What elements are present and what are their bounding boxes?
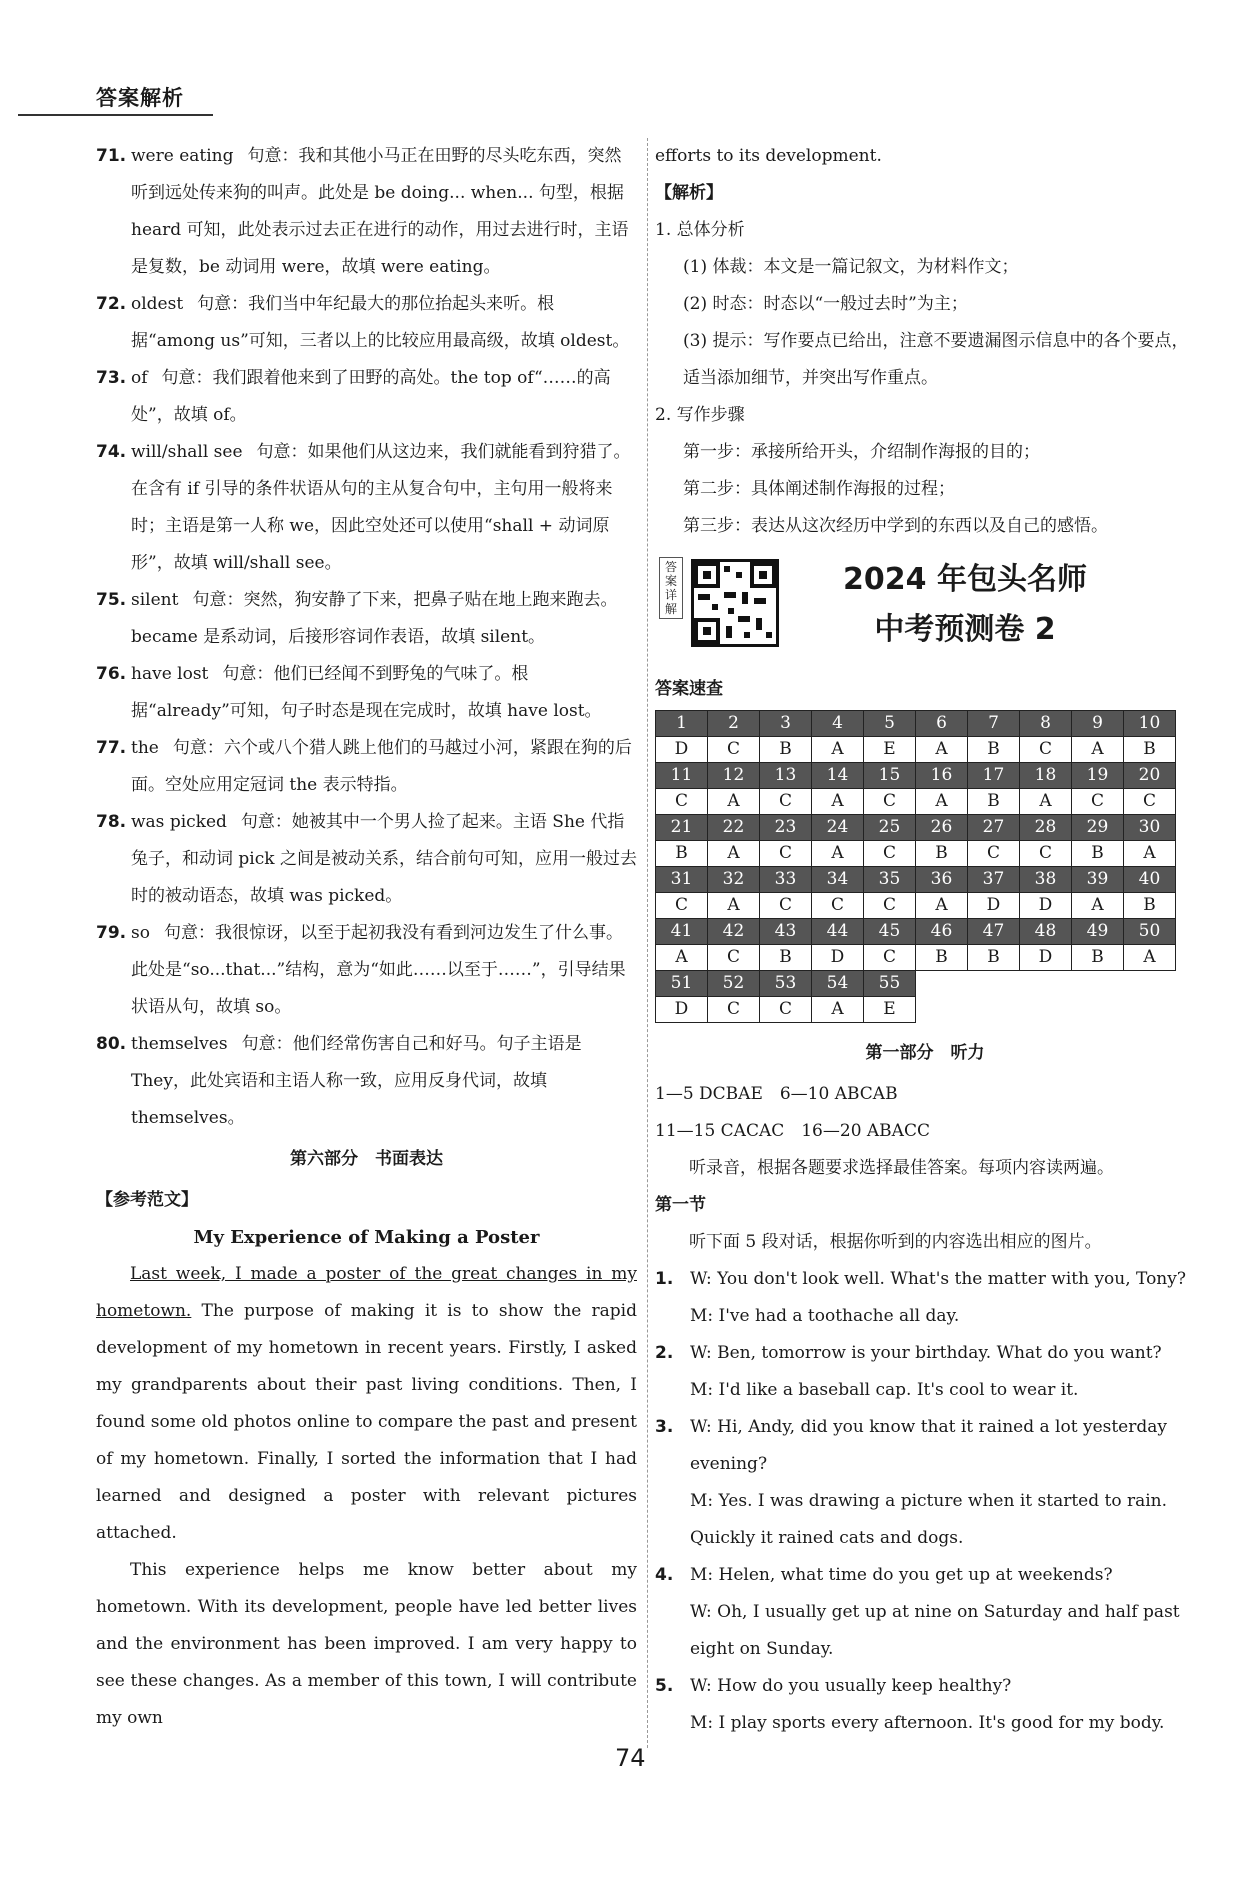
dialogue-item bbox=[655, 1261, 1195, 1335]
item-answer: will/shall see bbox=[131, 442, 243, 462]
answer-key-answer: E bbox=[864, 737, 916, 763]
answer-key-number: 25 bbox=[864, 815, 916, 841]
answer-key-number: 31 bbox=[656, 867, 708, 893]
qr-code-icon[interactable] bbox=[691, 559, 779, 647]
item-explanation: 句意：她被其中一个男人捡了起来。主语 She 代指兔子，和动词 pick 之间是被动关系，结合前句可知，应用一般过去时的被动语态，故填 was picked。 bbox=[131, 812, 637, 906]
answer-key-number: 17 bbox=[968, 763, 1020, 789]
answer-key-answer: C bbox=[1072, 789, 1124, 815]
answer-item bbox=[96, 656, 637, 730]
answer-key-number: 21 bbox=[656, 815, 708, 841]
answer-key-answer: A bbox=[916, 737, 968, 763]
answer-key-number: 24 bbox=[812, 815, 864, 841]
answer-key-answer: C bbox=[760, 841, 812, 867]
answer-key-answer: B bbox=[1072, 841, 1124, 867]
header-rule bbox=[18, 114, 213, 116]
dialogue-line: M: Helen, what time do you get up at weekends? bbox=[690, 1565, 1113, 1585]
answer-key-answer: A bbox=[916, 893, 968, 919]
item-explanation: 句意：他们已经闻不到野兔的气味了。根据“already”可知，句子时态是现在完成时，故填 have lost。 bbox=[131, 664, 602, 721]
answer-key-number: 55 bbox=[864, 971, 916, 997]
answer-key-answer-row bbox=[656, 789, 1176, 815]
answer-key-answer: A bbox=[1020, 789, 1072, 815]
answer-key-answer: D bbox=[968, 893, 1020, 919]
answer-key-answer-row bbox=[656, 997, 1176, 1023]
answer-key-answer: C bbox=[864, 893, 916, 919]
dialogue-number: 4. bbox=[655, 1565, 674, 1585]
answer-key-answer: A bbox=[1124, 945, 1176, 971]
dialogue-line: M: I play sports every afternoon. It's good for my body. bbox=[690, 1713, 1165, 1733]
answer-key-answer: B bbox=[968, 945, 1020, 971]
answer-key-number: 4 bbox=[812, 711, 864, 737]
answer-key-answer: D bbox=[812, 945, 864, 971]
answer-key-number: 7 bbox=[968, 711, 1020, 737]
listening-answers-2: 11—15 CACAC 16—20 ABACC bbox=[655, 1121, 930, 1141]
answer-key-number: 27 bbox=[968, 815, 1020, 841]
answer-key-answer: B bbox=[760, 737, 812, 763]
answer-key-number: 29 bbox=[1072, 815, 1124, 841]
section1-intro: 听下面 5 段对话，根据你听到的内容选出相应的图片。 bbox=[689, 1232, 1102, 1252]
answer-key-answer: B bbox=[1124, 737, 1176, 763]
answer-key-number: 46 bbox=[916, 919, 968, 945]
answer-item bbox=[96, 286, 637, 360]
answer-key-answer: B bbox=[968, 789, 1020, 815]
answer-key-answer-row bbox=[656, 841, 1176, 867]
dialogue-line: M: Yes. I was drawing a picture when it started to rain. Quickly it rained cats and dogs. bbox=[690, 1491, 1168, 1548]
dialogue-number: 1. bbox=[655, 1269, 674, 1289]
dialogue-item bbox=[655, 1409, 1195, 1557]
dialogue-line: W: Ben, tomorrow is your birthday. What do you want? bbox=[690, 1343, 1162, 1363]
answer-key-answer: C bbox=[760, 893, 812, 919]
item-explanation: 句意：我们当中年纪最大的那位抬起头来听。根据“among us”可知，三者以上的比较应用最高级，故填 oldest。 bbox=[131, 294, 630, 351]
answer-key-number: 16 bbox=[916, 763, 968, 789]
answer-key-number: 39 bbox=[1072, 867, 1124, 893]
answer-key-number: 50 bbox=[1124, 919, 1176, 945]
answer-key-number-row bbox=[656, 711, 1176, 737]
answer-key-answer: B bbox=[1124, 893, 1176, 919]
answer-key-number: 15 bbox=[864, 763, 916, 789]
answer-key-answer: E bbox=[864, 997, 916, 1023]
answer-item bbox=[96, 434, 637, 582]
answer-key-number: 22 bbox=[708, 815, 760, 841]
item-explanation: 句意：突然，狗安静了下来，把鼻子贴在地上跑来跑去。became 是系动词，后接形容词作表语，故填 silent。 bbox=[131, 590, 618, 647]
answer-key-answer-row bbox=[656, 737, 1176, 763]
essay-opening-underlined: Last week, I made a poster of the great changes in my hometown. bbox=[96, 1264, 637, 1321]
answer-key-number: 3 bbox=[760, 711, 812, 737]
dialogue-line: W: Hi, Andy, did you know that it rained a lot yesterday evening? bbox=[690, 1417, 1167, 1474]
item-answer: was picked bbox=[131, 812, 227, 832]
answer-key-answer: D bbox=[656, 997, 708, 1023]
answer-key-number: 48 bbox=[1020, 919, 1072, 945]
essay-paragraph-2: This experience helps me know better about my hometown. With its development, people have led better lives and the environment has been improved. I am very happy to see these changes. As a member of this town, I will contribute my own bbox=[96, 1560, 637, 1728]
answer-item bbox=[96, 804, 637, 915]
answer-key-answer: B bbox=[916, 945, 968, 971]
answer-key-answer: C bbox=[864, 841, 916, 867]
answer-key-answer: B bbox=[916, 841, 968, 867]
analysis-2-list bbox=[655, 434, 1195, 545]
answer-item bbox=[96, 915, 637, 1026]
answer-key-number: 26 bbox=[916, 815, 968, 841]
answer-key-answer: D bbox=[656, 737, 708, 763]
answer-key-table bbox=[655, 710, 1176, 1023]
answer-key-answer: A bbox=[812, 997, 864, 1023]
answer-key-number-row bbox=[656, 919, 1176, 945]
column-divider bbox=[647, 138, 648, 1748]
dialogue-list bbox=[655, 1261, 1195, 1742]
section6-title: 第六部分 书面表达 bbox=[290, 1149, 443, 1169]
answer-key-number: 19 bbox=[1072, 763, 1124, 789]
answer-key-number: 37 bbox=[968, 867, 1020, 893]
answer-key-answer: C bbox=[656, 789, 708, 815]
model-essay-label: 【参考范文】 bbox=[96, 1190, 198, 1210]
dialogue-line: W: Oh, I usually get up at nine on Saturday and half past eight on Sunday. bbox=[690, 1602, 1180, 1659]
answer-key-label: 答案速查 bbox=[655, 679, 723, 699]
answer-key-number: 1 bbox=[656, 711, 708, 737]
exam-title-line1: 2024 年包头名师 bbox=[843, 562, 1087, 597]
item-explanation: 句意：我们跟着他来到了田野的高处。the top of“……的高处”，故填 of。 bbox=[131, 368, 611, 425]
analysis-2-title: 2. 写作步骤 bbox=[655, 405, 745, 425]
answer-key-answer: A bbox=[708, 789, 760, 815]
answer-key-number: 13 bbox=[760, 763, 812, 789]
dialogue-number: 2. bbox=[655, 1343, 674, 1363]
item-answer: have lost bbox=[131, 664, 209, 684]
item-number: 76. bbox=[96, 664, 127, 684]
answer-key-number: 38 bbox=[1020, 867, 1072, 893]
answer-key-number: 28 bbox=[1020, 815, 1072, 841]
answer-key-number-row bbox=[656, 971, 1176, 997]
page-number: 74 bbox=[615, 1744, 646, 1772]
item-answer: themselves bbox=[131, 1034, 228, 1054]
dialogue-item bbox=[655, 1668, 1195, 1742]
answer-key-answer: A bbox=[812, 841, 864, 867]
answer-key-answer: A bbox=[812, 737, 864, 763]
answer-key-answer: C bbox=[760, 789, 812, 815]
answer-key-answer: A bbox=[1072, 737, 1124, 763]
analysis-item: 第三步：表达从这次经历中学到的东西以及自己的感悟。 bbox=[683, 516, 1108, 536]
answer-key-number: 53 bbox=[760, 971, 812, 997]
answer-key-answer: A bbox=[1124, 841, 1176, 867]
answer-key-number: 12 bbox=[708, 763, 760, 789]
dialogue-item bbox=[655, 1557, 1195, 1668]
item-number: 78. bbox=[96, 812, 127, 832]
answer-key-number: 10 bbox=[1124, 711, 1176, 737]
answer-key-number: 34 bbox=[812, 867, 864, 893]
dialogue-number: 3. bbox=[655, 1417, 674, 1437]
exam-header bbox=[655, 551, 1195, 661]
part1-title: 第一部分 听力 bbox=[865, 1043, 985, 1063]
page-header-title: 答案解析 bbox=[96, 86, 184, 110]
item-explanation: 句意：六个或八个猎人跳上他们的马越过小河，紧跟在狗的后面。空处应用定冠词 the 表示特指。 bbox=[131, 738, 632, 795]
answer-item bbox=[96, 1026, 637, 1137]
answer-key-answer: C bbox=[1124, 789, 1176, 815]
item-number: 74. bbox=[96, 442, 127, 462]
answer-item bbox=[96, 138, 637, 286]
answer-key-number: 40 bbox=[1124, 867, 1176, 893]
item-answer: so bbox=[131, 923, 150, 943]
answer-key-answer: D bbox=[1020, 893, 1072, 919]
left-column bbox=[96, 138, 637, 1737]
dialogue-number: 5. bbox=[655, 1676, 674, 1696]
item-number: 73. bbox=[96, 368, 127, 388]
answer-key-number: 2 bbox=[708, 711, 760, 737]
right-column bbox=[655, 138, 1195, 1742]
item-explanation: 句意：他们经常伤害自己和好马。句子主语是 They，此处宾语和主语人称一致，应用反身代词，故填 themselves。 bbox=[131, 1034, 582, 1128]
answer-key-number: 20 bbox=[1124, 763, 1176, 789]
answer-key-answer: C bbox=[656, 893, 708, 919]
answer-key-answer-row bbox=[656, 945, 1176, 971]
essay-title: My Experience of Making a Poster bbox=[193, 1227, 540, 1248]
answer-key-number-row bbox=[656, 815, 1176, 841]
answer-key-answer: A bbox=[656, 945, 708, 971]
analysis-1-list bbox=[655, 249, 1195, 397]
answer-item bbox=[96, 582, 637, 656]
analysis-item: (1) 体裁：本文是一篇记叙文，为材料作文； bbox=[683, 257, 1019, 277]
dialogue-line: W: How do you usually keep healthy? bbox=[690, 1676, 1012, 1696]
answer-key-number: 49 bbox=[1072, 919, 1124, 945]
answer-key-number: 6 bbox=[916, 711, 968, 737]
answer-key-answer-row bbox=[656, 893, 1176, 919]
section1-label: 第一节 bbox=[655, 1195, 706, 1215]
essay-p1-rest: The purpose of making it is to show the rapid development of my hometown in recent years. Firstly, I asked my grandparents about their past living conditions. Then, I found some old photos online to compare the past and present of my hometown. Finally, I sorted the information that I had learned and designed a poster with relevant pictures attached. bbox=[96, 1301, 637, 1543]
item-explanation: 句意：我和其他小马正在田野的尽头吃东西，突然听到远处传来狗的叫声。此处是 be doing... when... 句型，根据 heard 可知，此处表示过去正在进行的动作，用过去进行时，主语是复数，be 动词用 were，故填 were eating。 bbox=[131, 146, 629, 277]
dialogue-item bbox=[655, 1335, 1195, 1409]
item-number: 75. bbox=[96, 590, 127, 610]
answer-key-answer: A bbox=[812, 789, 864, 815]
item-number: 80. bbox=[96, 1034, 127, 1054]
answer-key-number: 9 bbox=[1072, 711, 1124, 737]
analysis-item: (2) 时态：时态以“一般过去时”为主； bbox=[683, 294, 968, 314]
answer-key-answer: A bbox=[916, 789, 968, 815]
answer-key-number: 18 bbox=[1020, 763, 1072, 789]
answer-key-answer: B bbox=[968, 737, 1020, 763]
answer-key-number: 33 bbox=[760, 867, 812, 893]
analysis-1-title: 1. 总体分析 bbox=[655, 220, 745, 240]
answer-key-number: 43 bbox=[760, 919, 812, 945]
answer-key-number: 36 bbox=[916, 867, 968, 893]
answer-items bbox=[96, 138, 637, 1137]
answer-key-number: 47 bbox=[968, 919, 1020, 945]
listening-intro: 听录音，根据各题要求选择最佳答案。每项内容读两遍。 bbox=[689, 1158, 1114, 1178]
answer-key-answer: D bbox=[1020, 945, 1072, 971]
answer-key-number: 42 bbox=[708, 919, 760, 945]
item-number: 79. bbox=[96, 923, 127, 943]
item-answer: were eating bbox=[131, 146, 234, 166]
answer-key-number-row bbox=[656, 867, 1176, 893]
item-answer: silent bbox=[131, 590, 179, 610]
answer-key-number: 32 bbox=[708, 867, 760, 893]
answer-item bbox=[96, 360, 637, 434]
answer-key-answer: B bbox=[760, 945, 812, 971]
answer-key-number: 52 bbox=[708, 971, 760, 997]
dialogue-line: M: I've had a toothache all day. bbox=[690, 1306, 960, 1326]
answer-key-answer: A bbox=[708, 841, 760, 867]
answer-key-answer: C bbox=[760, 997, 812, 1023]
answer-key-answer: C bbox=[708, 737, 760, 763]
answer-key-answer: B bbox=[656, 841, 708, 867]
item-answer: of bbox=[131, 368, 148, 388]
analysis-label: 【解析】 bbox=[655, 183, 723, 203]
answer-key-number: 35 bbox=[864, 867, 916, 893]
answer-key-answer: C bbox=[708, 997, 760, 1023]
answer-key-number: 8 bbox=[1020, 711, 1072, 737]
analysis-item: (3) 提示：写作要点已给出，注意不要遗漏图示信息中的各个要点，适当添加细节，并突出写作重点。 bbox=[683, 331, 1189, 388]
item-number: 72. bbox=[96, 294, 127, 314]
answer-key-number: 14 bbox=[812, 763, 864, 789]
answer-key-number: 5 bbox=[864, 711, 916, 737]
answer-key-number: 23 bbox=[760, 815, 812, 841]
item-explanation: 句意：我很惊讶，以至于起初我没有看到河边发生了什么事。此处是“so...that...”结构，意为“如此……以至于……”，引导结果状语从句，故填 so。 bbox=[131, 923, 626, 1017]
item-answer: oldest bbox=[131, 294, 184, 314]
item-answer: the bbox=[131, 738, 159, 758]
answer-key-answer: B bbox=[1072, 945, 1124, 971]
answer-key-answer: C bbox=[968, 841, 1020, 867]
item-number: 77. bbox=[96, 738, 127, 758]
essay-paragraph-1 bbox=[96, 1256, 637, 1552]
exam-title-line2: 中考预测卷 2 bbox=[874, 612, 1056, 647]
listening-answers-1: 1—5 DCBAE 6—10 ABCAB bbox=[655, 1084, 898, 1104]
answer-item bbox=[96, 730, 637, 804]
answer-key-answer: C bbox=[864, 789, 916, 815]
answer-key-number: 54 bbox=[812, 971, 864, 997]
answer-key-answer: C bbox=[1020, 841, 1072, 867]
answer-key-number: 51 bbox=[656, 971, 708, 997]
answer-key-number: 45 bbox=[864, 919, 916, 945]
answer-key-answer: C bbox=[1020, 737, 1072, 763]
answer-key-answer: C bbox=[864, 945, 916, 971]
item-number: 71. bbox=[96, 146, 127, 166]
answer-key-number: 41 bbox=[656, 919, 708, 945]
essay-end: efforts to its development. bbox=[655, 146, 882, 166]
answer-key-number: 30 bbox=[1124, 815, 1176, 841]
answer-key-number: 11 bbox=[656, 763, 708, 789]
answer-key-answer: C bbox=[812, 893, 864, 919]
answer-key-answer: C bbox=[708, 945, 760, 971]
answer-key-number: 44 bbox=[812, 919, 864, 945]
answer-key-answer: A bbox=[1072, 893, 1124, 919]
qr-side-label: 答案详解 bbox=[659, 557, 683, 619]
item-explanation: 句意：如果他们从这边来，我们就能看到狩猎了。在含有 if 引导的条件状语从句的主从复合句中，主句用一般将来时；主语是第一人称 we，因此空处还可以使用“shall + 动词原形”，故填 will/shall see。 bbox=[131, 442, 631, 573]
answer-key-number-row bbox=[656, 763, 1176, 789]
answer-key-answer: A bbox=[708, 893, 760, 919]
analysis-item: 第一步：承接所给开头，介绍制作海报的目的； bbox=[683, 442, 1040, 462]
dialogue-line: M: I'd like a baseball cap. It's cool to wear it. bbox=[690, 1380, 1079, 1400]
analysis-item: 第二步：具体阐述制作海报的过程； bbox=[683, 479, 955, 499]
dialogue-line: W: You don't look well. What's the matter with you, Tony? bbox=[690, 1269, 1186, 1289]
